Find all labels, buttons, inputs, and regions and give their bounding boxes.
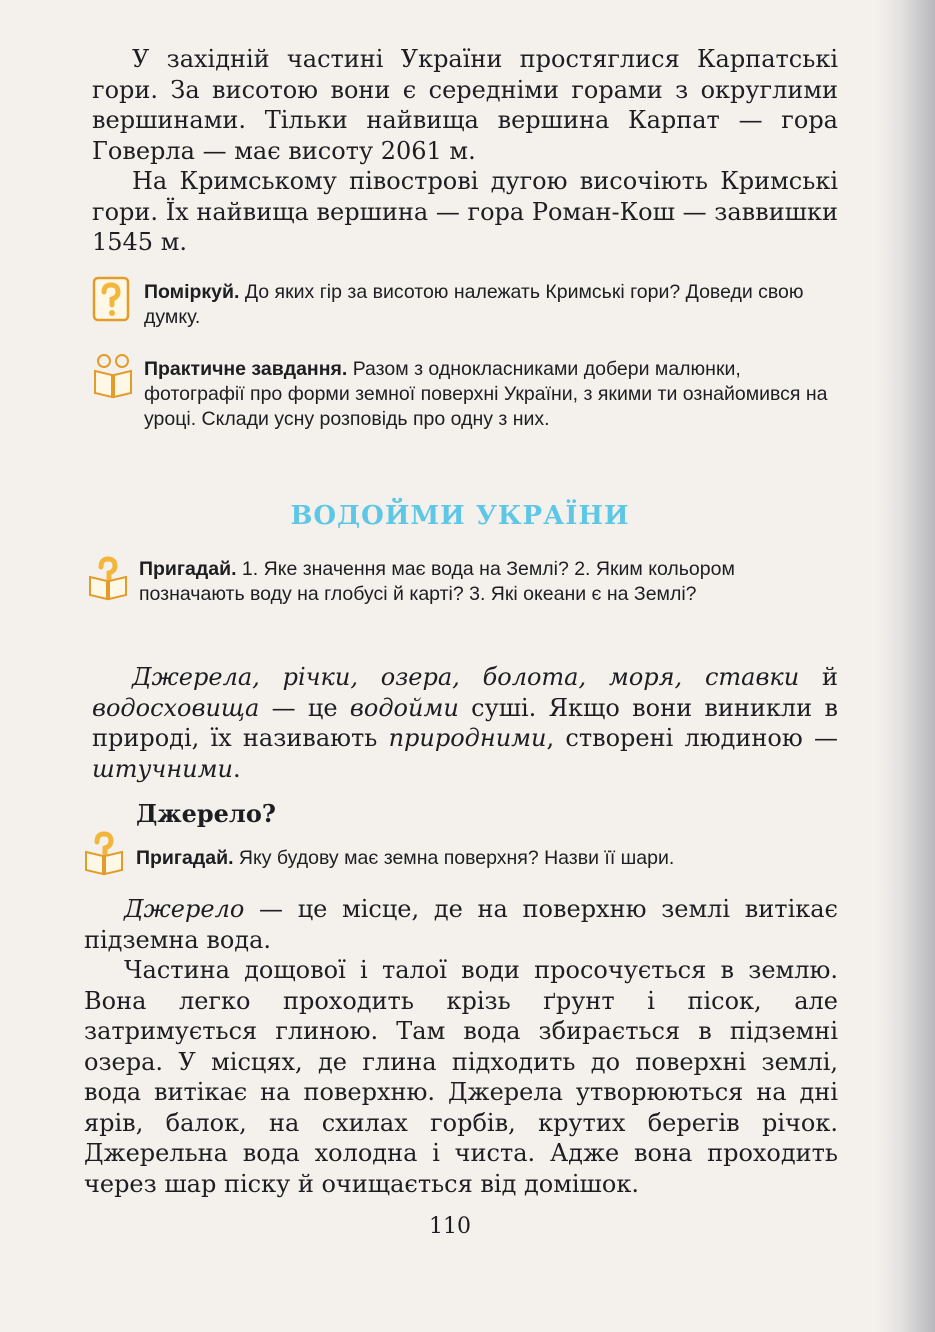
page-number: 110 [429,1214,471,1239]
recall-task-1 [139,557,838,607]
page-edge-shadow [877,0,935,1332]
text-segment: й [799,663,839,691]
reading-kids-icon [92,353,134,399]
text-segment: , створені людиною — [546,724,838,752]
recall-text-2: Яку будову має земна поверхня? Назви її шари. [233,847,675,869]
spring-paragraph: Частина дощової і талої води просочується в землю. Вона легко проходить крізь ґрунт і пісок, але затримується глиною. Там вода збирається в підземні озера. У місцях, де глина підходить до поверхні землі, вода витікає на поверхню. Джерела утворюються на дні ярів, балок, на схилах горбів, крутих берегів річок. Джерельна вода холодна і чиста. Адже вона проходить через шар піску й очищається від домішок. [84,956,838,1198]
recall-task-2 [136,846,838,871]
practical-task [144,357,838,432]
think-text: До яких гір за висотою належать Кримські гори? Доведи свою думку. [144,281,804,328]
term-reservoirs: водосховища [92,693,260,722]
spring-heading: Джерело? [136,799,276,828]
text-segment: — це місце, де на поверхню землі витікає підземна вода. [84,895,838,954]
recall-label-2: Пригадай. [136,847,234,869]
term-spring: Джерело [124,895,245,923]
practical-text: Разом з однокласниками добери малюнки, фотографії про форми земної поверхні України, з якими ти ознайомився на уроці. Склади усну розповідь про одну з них. [144,358,828,430]
text-segment: суші. Якщо вони виникли в природі, їх називають [92,693,838,752]
term-artificial: штучними [92,754,233,783]
text-segment: . [232,754,241,783]
question-book-icon [88,555,128,601]
recall-label-1: Пригадай. [139,558,237,580]
question-icon [92,276,130,322]
intro-paragraph-2: На Кримському півострові дугою височіють Кримські гори. Їх найвища вершина — гора Роман-Кош — заввишки 1545 м. [92,167,838,256]
spring-definition [84,894,838,955]
text-segment: — це [259,693,350,722]
term-natural: природними [388,724,547,752]
question-book-icon [84,830,124,876]
term-water-bodies: водойми [349,693,459,722]
think-task [144,280,838,330]
term-list: Джерела, річки, озера, болота, моря, ставки [132,663,800,691]
intro-paragraph-1: У західній частині України простяглися Карпатські гори. За висотою вони є середніми горами з округлими вершинами. Тільки найвища вершина Карпат — гора Говерла — має висоту 2061 м. [92,45,838,165]
think-label: Поміркуй. [144,281,240,303]
water-bodies-paragraph [92,662,838,784]
practical-label: Практичне завдання. [144,358,348,380]
recall-text-1: 1. Яке значення має вода на Землі? 2. Яким кольором позначають воду на глобусі й карті? 3. Які океани є на Землі? [139,558,735,605]
section-title: ВОДОЙМИ УКРАЇНИ [290,501,630,531]
